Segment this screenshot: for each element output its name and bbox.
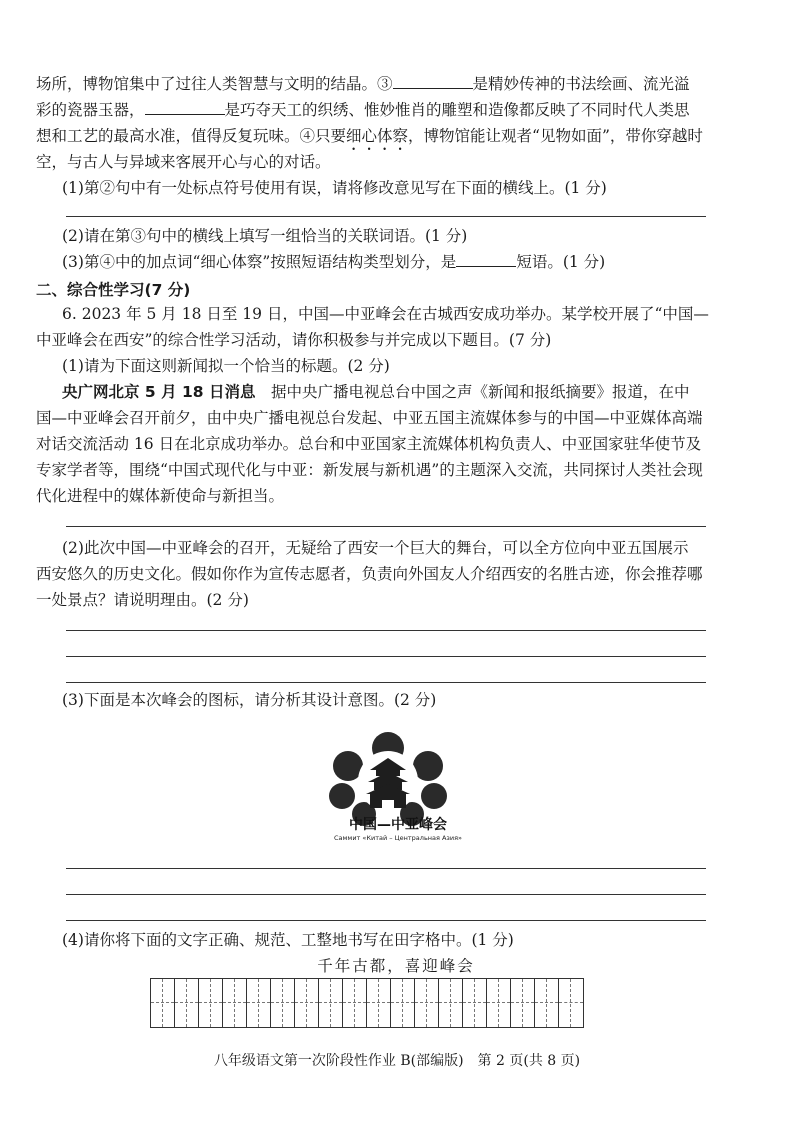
para-text: 是巧夺天工的织绣、惟妙惟肖的雕塑和造像都反映了不同时代人类思 — [224, 101, 690, 119]
tianzige-cell[interactable] — [151, 979, 175, 1027]
answer-line[interactable] — [66, 630, 706, 631]
tianzige-cell[interactable] — [271, 979, 295, 1027]
news-line-2: 国—中亚峰会召开前夕，由中央广播电视总台发起、中亚五国主流媒体参与的中国—中亚媒体高端 — [36, 409, 703, 427]
para-text: 是精妙传神的书法绘画、流光溢 — [472, 75, 690, 93]
tianzige-cell[interactable] — [511, 979, 535, 1027]
answer-line[interactable] — [66, 920, 706, 921]
news-line-3: 对话交流活动 16 日在北京成功举办。总台和中亚国家主流媒体机构负责人、中亚国家驻华使节及 — [36, 435, 702, 453]
q6-text-2: 中亚峰会在西安”的综合性学习活动，请你积极参与并完成以下题目。(7 分) — [36, 331, 552, 349]
q6-sub2-line-3: 一处景点？请说明理由。(2 分) — [36, 591, 249, 609]
copy-text: 千年古都，喜迎峰会 — [317, 957, 475, 975]
para-text: 彩的瓷器玉器， — [36, 101, 145, 119]
tianzige-cell[interactable] — [487, 979, 511, 1027]
question-text: (3)第④中的加点词“细心体察”按照短语结构类型划分，是 — [62, 253, 457, 271]
answer-line[interactable] — [66, 216, 706, 217]
emphasized-phrase: 细心体察 — [346, 127, 409, 145]
tianzige-cell[interactable] — [343, 979, 367, 1027]
para-text: 空，与古人与异域来客展开心与心的对话。 — [36, 153, 331, 171]
para-text: ，博物馆能让观者“见物如面”，带你穿越时 — [408, 127, 703, 145]
tianzige-grid[interactable] — [150, 978, 584, 1028]
q6-sub4: (4)请你将下面的文字正确、规范、工整地书写在田字格中。(1 分) — [62, 931, 514, 949]
q6-sub2-line-2: 西安悠久的历史文化。假如你作为宣传志愿者，负责向外国友人介绍西安的名胜古迹，你会推荐哪 — [36, 565, 703, 583]
logo-title-cn: 中国—中亚峰会 — [349, 817, 447, 833]
answer-line[interactable] — [66, 894, 706, 895]
q5-sub2: (2)请在第③句中的横线上填写一组恰当的关联词语。(1 分) — [62, 227, 468, 245]
answer-line[interactable] — [66, 682, 706, 683]
news-text: 据中央广播电视总台中国之声《新闻和报纸摘要》报道，在中 — [270, 383, 690, 401]
answer-blank[interactable] — [393, 72, 473, 89]
para-line-4 — [36, 150, 756, 174]
answer-blank[interactable] — [456, 250, 516, 267]
q5-sub3 — [62, 250, 782, 274]
para-line-1 — [36, 72, 756, 96]
tianzige-cell[interactable] — [391, 979, 415, 1027]
tianzige-cell[interactable] — [175, 979, 199, 1027]
q6-sub1: (1)请为下面这则新闻拟一个恰当的标题。(2 分) — [62, 357, 390, 375]
tianzige-cell[interactable] — [319, 979, 343, 1027]
summit-logo — [318, 726, 458, 866]
tianzige-cell[interactable] — [439, 979, 463, 1027]
tianzige-cell[interactable] — [559, 979, 583, 1027]
answer-line[interactable] — [66, 656, 706, 657]
tianzige-cell[interactable] — [535, 979, 559, 1027]
q6-text-1: 6. 2023 年 5 月 18 日至 19 日，中国—中亚峰会在古城西安成功举办。某学校开展了“中国— — [62, 305, 709, 323]
tianzige-cell[interactable] — [223, 979, 247, 1027]
answer-line[interactable] — [66, 868, 706, 869]
tianzige-cell[interactable] — [367, 979, 391, 1027]
tianzige-cell[interactable] — [415, 979, 439, 1027]
tianzige-cell[interactable] — [295, 979, 319, 1027]
answer-line[interactable] — [66, 526, 706, 527]
news-line-1 — [62, 380, 782, 404]
news-line-5: 代化进程中的媒体新使命与新担当。 — [36, 487, 285, 505]
page-footer: 八年级语文第一次阶段性作业 B(部编版) 第 2 页(共 8 页) — [213, 1053, 581, 1069]
tianzige-cell[interactable] — [199, 979, 223, 1027]
q5-sub1: (1)第②句中有一处标点符号使用有误，请将修改意见写在下面的横线上。(1 分) — [62, 179, 607, 197]
news-line-4: 专家学者等，围绕“中国式现代化与中亚：新发展与新机遇”的主题深入交流，共同探讨人类社会现 — [36, 461, 703, 479]
question-text: 短语。(1 分) — [516, 253, 606, 271]
para-text: 想和工艺的最高水准，值得反复玩味。④只要 — [36, 127, 347, 145]
para-text: 场所，博物馆集中了过往人类智慧与文明的结晶。③ — [36, 75, 393, 93]
answer-blank[interactable] — [145, 98, 225, 115]
section-title: 二、综合性学习(7 分) — [36, 281, 191, 299]
news-lead: 央广网北京 5 月 18 日消息 — [62, 383, 256, 401]
tianzige-cell[interactable] — [247, 979, 271, 1027]
q6-sub3: (3)下面是本次峰会的图标，请分析其设计意图。(2 分) — [62, 691, 437, 709]
tianzige-cell[interactable] — [463, 979, 487, 1027]
para-line-2 — [36, 98, 756, 122]
q6-sub2-line-1: (2)此次中国—中亚峰会的召开，无疑给了西安一个巨大的舞台，可以全方位向中亚五国展示 — [62, 539, 689, 557]
logo-title-ru: Саммит «Китай – Центральная Азия» — [334, 834, 462, 842]
